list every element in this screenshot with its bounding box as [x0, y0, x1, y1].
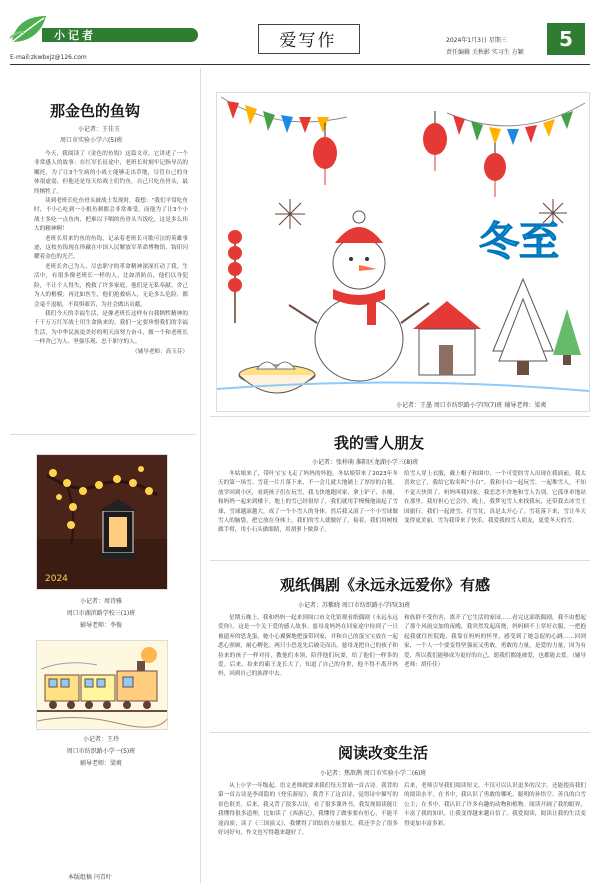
- drawing2-author: 小记者：周诗雅: [79, 598, 122, 605]
- article1-teacher: （辅导老师：高玉芬）: [132, 348, 188, 355]
- issue-date: 2024年1月3日 星期三: [446, 37, 507, 44]
- article2-byline: 小记者：张梓萌 淮阳区龙湖小学三(8)班: [312, 459, 419, 466]
- right-divider: [210, 560, 590, 561]
- drawing-winter-solstice: [216, 92, 590, 412]
- svg-text:2024: 2024: [45, 574, 68, 584]
- drawing2-teacher: 辅导老师：李俊: [79, 622, 122, 629]
- article3-byline: 小记者：苏紫晓 周口市纺织路小学四(3)班: [298, 602, 411, 609]
- article3-col2: 和族群不受伤害，离开了它生活的家园……看完这部纸偶剧，我不由想起了那个风雨交加的夜晚，我突然发起高烧，妈妈顾不上穿好衣服，一把抱起我就往医院跑，我靠在妈妈的怀里，感受到了她急促的心跳……回到家，一个人一个要变得坚强而又勇敢，勇敢的力量，是爱的力量，因为有爱，所以我们能够成为更好的自己，愿我们都能被爱，也都能去爱。（辅导老师：胡佳佳）: [404, 615, 586, 669]
- article1-body: [34, 150, 188, 428]
- drawing-plum-lantern: [36, 454, 168, 590]
- article1-title: 那金色的鱼钩: [50, 102, 141, 120]
- article3-title: 观纸偶剧《永远永远爱你》有感: [280, 576, 491, 594]
- article1-paragraph: 读到老班长吃鱼骨头被战士发现时，我想：“我们平常吃鱼时，不小心吃到一小根鱼刺都会非常难受，而他为了让3个小战士多吃一点鱼肉，把难以下咽的鱼骨头当饭吃，这是多么伟大的精神啊！: [34, 198, 188, 233]
- article3-col1: 星期五晚上，我和妈妈一起来到周口市文化馆观看纸偶剧《永远永远爱你》。这是一个关于爱的感人故事。慈母龙妈妈在回家途中捡到了一只被遗弃的恐龙蛋，她小心翼翼地把蛋带回家，并和自己的蛋宝宝放在一起悉心照顾，耐心孵化。两只小恐龙先后破壳而出，慈母龙把自己的孩子和捡来的孩子一样对待，教他们本领，陪伴他们玩耍，给了他们一样多的爱。后来，捡来的霸王龙长大了，知道了自己的身世，他不得不离开妈妈，回到自己的族群中去。: [218, 615, 398, 678]
- column-divider: [200, 68, 201, 883]
- drawing-train: [36, 640, 168, 730]
- right-divider: [210, 732, 590, 733]
- drawing2-school: 周口市湖滨路学校三(1)班: [66, 610, 136, 617]
- header-rule: [10, 64, 590, 65]
- article1-school: 周口市实验小学六(5)班: [60, 137, 123, 144]
- article4-col1: 从上小学一年级起，语文老师就要求我们每天背诵一首古诗。我背的第一首古诗是李商隐的《登乐游原》，我背下了这首诗，觉得诗中描写的景色很美。后来，我又背了很多古诗，看了很多课外书，我发现阅读能让我懂得很多道理，比如读了《西游记》，我懂得了做事要有恒心，不能半途而废；读了《三国演义》，我懂得了团结的力量很大。我还学会了很多好词好句，作文也写得越来越好了。: [218, 783, 398, 837]
- winter-solstice-illustration: [217, 93, 589, 411]
- left-divider: [10, 434, 196, 435]
- logo-text: 小记者: [54, 29, 96, 42]
- drawing3-teacher: 辅导老师：梁爽: [79, 760, 122, 767]
- drawing-banner-text: 冬至: [479, 218, 559, 265]
- email-address: E-mail:zkwbxjz@126.com: [10, 54, 87, 61]
- article1-paragraph: 老班长舍己为人、尽忠职守的革命精神深深打动了我。生活中，有很多像老班长一样的人，比如消防员，他们以身犯险，不让个人得失，挽救了许多家庭，他们是无私奉献、舍己为人的楷模；再比如医生，他们抢救病人，无论多么危险，都会毫不退缩，不畏惧艰苦，为社会做出贡献。: [34, 263, 188, 308]
- article1-paragraph: 今天，我阅读了《金色的鱼钩》这篇文章，它讲述了一个非常感人的故事：在红军长征途中，老班长时刻牢记指导员的嘱托，为了让3个生病的小战士能够走出草地，尽管自己的身体很虚弱，但他还是每天给战士们钓鱼，自己只吃鱼骨头，最终牺牲了。: [34, 151, 188, 195]
- article4-title: 阅读改变生活: [338, 744, 429, 762]
- article2-col2: 给雪人穿上衣服，戴上帽子和围巾，一个可爱的雪人出现在我面前，我太喜欢它了，我给它取名叫“小白”。我和小白一起玩雪，一起堆雪人，不知不觉天快黑了，妈妈叫我回家，我恋恋不舍地和雪人告别。它孤单单地站在那里，我好担心它会冷。晚上，我梦见雪人来找我玩，还带我去冰雪王国旅行，我们一起滑雪、打雪仗，真是太开心了。雪花落下来，雪让冬天变得更美丽，雪为我带来了快乐。我爱我的雪人朋友，更爱冬天的雪。: [404, 471, 586, 525]
- article1-paragraph: 我们今天的幸福生活，是像老班长这样有自我牺牲精神的千千万万红军战士用生命换来的。我们一定要珍惜我们的幸福生活，为中华民族更美好的明天而努力奋斗，做一个和老班长一样舍己为人、坚强乐观、忠于职守的人。: [34, 310, 188, 346]
- article1-paragraph: 老班长用来钓鱼的鱼钩，记录着老班长可歌可泣的英雄事迹，这枚鱼钩现在珍藏在中国人民解放军革命博物馆，钩印闪耀着金色的光芒。: [34, 235, 188, 261]
- section-title: 爱写作: [279, 31, 337, 51]
- design-credit: 本版组稿 闫青叶: [68, 874, 112, 881]
- right-divider: [210, 416, 590, 417]
- drawing3-author: 小记者：王玲: [82, 736, 119, 743]
- article4-byline: 小记者：焦歆鹊 周口市实验小学二(6)班: [320, 770, 427, 777]
- plum-lantern-illustration: [37, 455, 167, 589]
- article2-title: 我的雪人朋友: [334, 434, 425, 452]
- article4-col2: 后来，老师引导我们阅读短文，不仅可以认识更多的汉字，还能提高我们的阅读水平。在书中，我认识了勇敢的哪吒、聪明的孙悟空、善良的白雪公主；在书中，我认识了许多有趣的动物和植物。阅读开阔了我的眼界，丰富了我的知识，让我变得越来越自信了。我爱阅读，阅读让我的生活变得更加丰富多彩。: [404, 783, 586, 827]
- page-number: 5: [547, 23, 585, 55]
- article2-col1: 冬姑娘来了，带叶宝宝飞走了妈妈的怀抱。冬姑娘带来了2023年冬天的第一场雪。雪花一片片落下来，不一会儿就大地铺上了厚厚的白毯。放学回到小区，看到孩子们在玩雪，我飞快地跑回家，拿上铲子、水桶，和妈妈一起来到楼下。地上的雪已经很厚了，我们就用手慢慢地滚起了雪球，雪球越滚越大，成了一个小雪人的身体。然后我又滚了一个小雪球做雪人的脑袋，把它放在身体上，我们的雪人就做好了。接着，我们用树枝做手臂，用小石头做眼睛，用胡萝卜做鼻子。: [218, 471, 398, 534]
- drawing1-caption: 小记者：王墨 周口市纺织路小学四(7)班 辅导老师：梁爽: [396, 402, 547, 409]
- train-illustration: [37, 641, 167, 729]
- drawing3-school: 周口市纺织路小学一(5)班: [66, 748, 136, 755]
- article1-author: 小记者：王佳玉: [78, 126, 121, 133]
- editor-credits: 责任编辑 关秋影 实习生 方颖: [446, 49, 524, 56]
